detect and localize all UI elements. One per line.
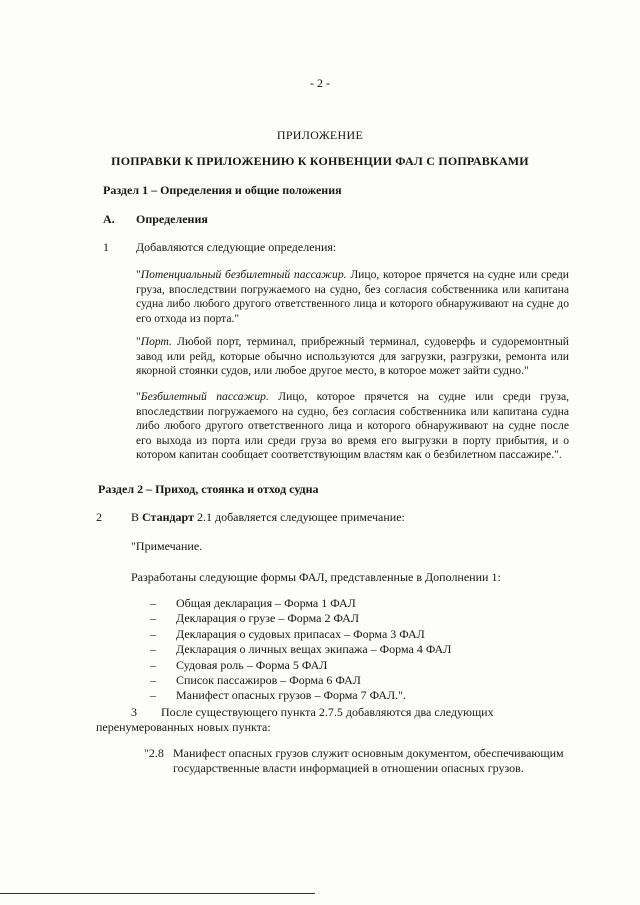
subsection-a-title: Определения — [136, 212, 208, 226]
page-number: - 2 - — [310, 76, 330, 90]
form-item-text: Декларация о судовых припасах – Форма 3 ФАЛ — [176, 626, 425, 641]
dash-bullet: – — [150, 611, 156, 626]
paragraph-2-8-text: Манифест опасных грузов служит основным документом, обеспечивающим государственные власти информацией в отношении опасных грузов. — [173, 746, 564, 775]
dash-bullet: – — [150, 596, 156, 610]
document-title: ПОПРАВКИ К ПРИЛОЖЕНИЮ К КОНВЕНЦИИ ФАЛ С ПОПРАВКАМИ — [111, 154, 529, 168]
dash-bullet: – — [150, 657, 156, 672]
note-label: "Примечание. — [131, 539, 203, 553]
paragraph-3-text: После существующего пункта 2.7.5 добавляются два следующих перенумерованных новых пункта: — [96, 705, 494, 734]
dash-bullet: – — [150, 688, 156, 703]
paragraph-1-text: Добавляются следующие определения: — [136, 240, 337, 254]
paragraph-3 — [96, 705, 566, 735]
section-1-heading: Раздел 1 – Определения и общие положения — [103, 183, 342, 197]
form-item-text: Декларация о личных вещах экипажа – Форма 4 ФАЛ — [176, 642, 452, 657]
footer-rule — [0, 893, 315, 894]
quote-open: " — [136, 335, 141, 348]
definition-term: Безбилетный пассажир. — [140, 390, 269, 403]
section-2-heading: Раздел 2 – Приход, стоянка и отход судна — [98, 482, 319, 496]
paragraph-2-post: 2.1 добавляется следующее примечание: — [193, 510, 405, 524]
paragraph-2-number: 2 — [96, 510, 102, 524]
definition-port — [136, 335, 569, 379]
standard-word: Стандарт — [142, 510, 194, 524]
form-item-text: Манифест опасных грузов – Форма 7 ФАЛ.". — [176, 688, 407, 703]
dash-bullet: – — [150, 672, 156, 687]
definition-stowaway — [136, 390, 569, 463]
paragraph-2-8-number: "2.8 — [144, 746, 164, 760]
definition-potential-stowaway — [136, 268, 569, 326]
paragraph-2-pre: В — [131, 510, 143, 524]
definition-text: Любой порт, терминал, прибрежный терминал, судоверфь и судоремонтный завод или рейд, которые обычно используются для загрузки, разгрузки, ремонта или якорной стоянки судов, или любое другое место, в которое может зайти судно." — [136, 335, 569, 378]
quote-open: " — [136, 268, 141, 281]
definition-text: Лицо, которое прячется на судне или среди груза, впоследствии погружаемого на судно, без согласия собственника или капитана судна либо любого другого ответственного лица и которого обнаруживают на судне после его выхода из порта или среди груза во время его выгрузки в порту прибытия, и о котором капитан сообщает соответствующим властям как о безбилетном пассажире.". — [136, 390, 569, 462]
paragraph-1-number: 1 — [103, 240, 109, 254]
subsection-a-letter: A. — [103, 212, 115, 226]
quote-open: " — [136, 390, 141, 403]
form-item-text: Судовая роль – Форма 5 ФАЛ — [176, 657, 328, 672]
dash-bullet: – — [150, 642, 156, 657]
dash-bullet: – — [150, 626, 156, 641]
appendix-heading: ПРИЛОЖЕНИЕ — [276, 128, 364, 142]
forms-intro: Разработаны следующие формы ФАЛ, представленные в Дополнении 1: — [131, 570, 501, 584]
definition-term: Потенциальный безбилетный пассажир. — [140, 268, 347, 281]
form-item-text: Список пассажиров – Форма 6 ФАЛ — [176, 672, 361, 687]
paragraph-3-number: 3 — [131, 705, 137, 719]
form-item-text: Общая декларация – Форма 1 ФАЛ — [176, 596, 356, 610]
definition-term: Порт. — [140, 335, 172, 348]
form-item-text: Декларация о грузе – Форма 2 ФАЛ — [176, 611, 359, 626]
definition-text: Лицо, которое прячется на судне или среди груза, впоследствии погружаемого на судно, без согласия собственника или капитана судна либо любого другого ответственного лица и которого обнаруживают на судне до его отхода из порта." — [136, 268, 569, 325]
paragraph-2-text — [131, 510, 405, 525]
